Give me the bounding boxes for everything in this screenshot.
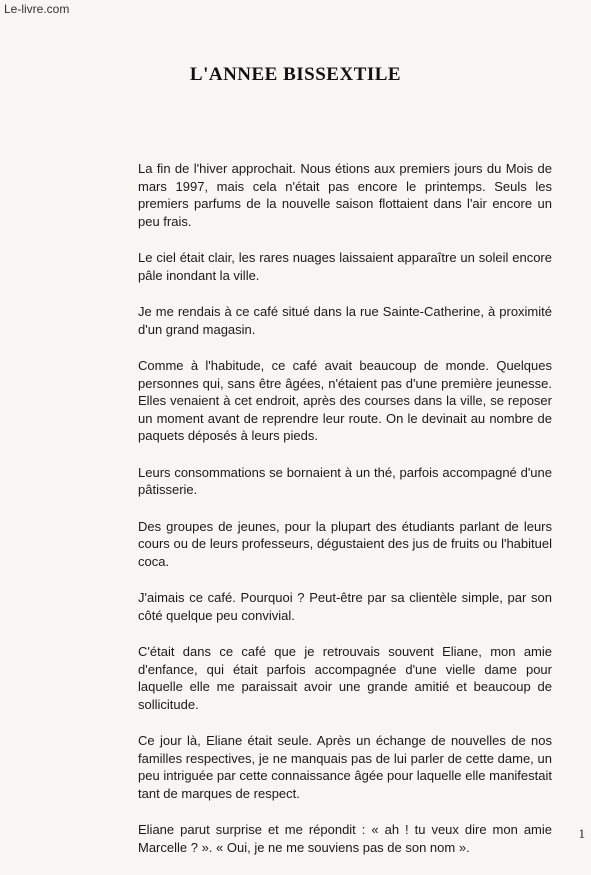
paragraph-2: Le ciel était clair, les rares nuages laissaient apparaître un soleil encore pâle inondant la ville. bbox=[138, 250, 552, 283]
watermark-text: Le-livre.com bbox=[4, 2, 70, 16]
paragraph-3: Je me rendais à ce café situé dans la rue Sainte-Catherine, à proximité d'un grand magasin. bbox=[138, 304, 552, 337]
paragraph-6: Des groupes de jeunes, pour la plupart des étudiants parlant de leurs cours ou de leurs professeurs, dégustaient des jus de fruits ou l'habituel coca. bbox=[138, 518, 552, 569]
page-title: L'ANNEE BISSEXTILE bbox=[189, 64, 402, 85]
body-text bbox=[138, 160, 552, 875]
page-number: 1 bbox=[578, 826, 585, 841]
paragraph-1: La fin de l'hiver approchait. Nous étions aux premiers jours du Mois de mars 1997, mais cela n'était pas encore le printemps. Seuls les premiers parfums de la nouvelle saison flottaient dans l'air encore un peu frais. bbox=[138, 161, 552, 229]
paragraph-7: J'aimais ce café. Pourquoi ? Peut-être par sa clientèle simple, par son côté quelque peu convivial. bbox=[138, 590, 552, 623]
paragraph-8: C'était dans ce café que je retrouvais souvent Eliane, mon amie d'enfance, qui était parfois accompagnée d'une vielle dame pour laquelle elle me paraissait avoir une grande amitié et beaucoup de sollicitude. bbox=[138, 644, 552, 712]
paragraph-9: Ce jour là, Eliane était seule. Après un échange de nouvelles de nos familles respectives, je ne manquais pas de lui parler de cette dame, un peu intriguée par cette connaissance âgée pour laquelle elle manifestait tant de marques de respect. bbox=[138, 733, 552, 801]
paragraph-5: Leurs consommations se bornaient à un thé, parfois accompagné d'une pâtisserie. bbox=[138, 464, 552, 497]
paragraph-4: Comme à l'habitude, ce café avait beaucoup de monde. Quelques personnes qui, sans être âgées, n'étaient pas d'une première jeunesse. Elles venaient à cet endroit, après des courses dans la ville, se reposer un moment avant de reprendre leur route. On le devinait au nombre de paquets déposés à leurs pieds. bbox=[138, 358, 552, 443]
paragraph-10: Eliane parut surprise et me répondit : « ah ! tu veux dire mon amie Marcelle ? ». « Oui, je ne me souviens pas de son nom ». bbox=[138, 822, 552, 855]
